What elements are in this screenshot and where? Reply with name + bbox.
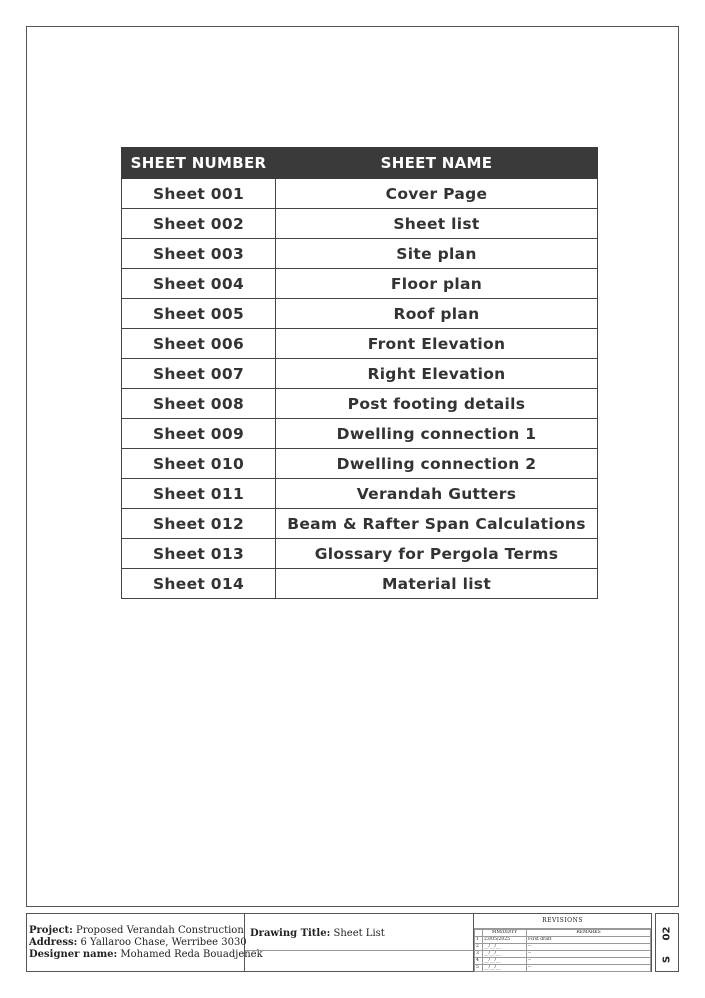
sheet-name-cell: Dwelling connection 2 — [276, 449, 598, 479]
revision-num-cell: 1 — [475, 937, 483, 944]
sheet-number-cell: Sheet 013 — [122, 539, 276, 569]
revision-date-cell: __/__/__ — [483, 965, 527, 972]
project-value: Proposed Verandah Construction — [76, 925, 244, 936]
table-row — [122, 239, 598, 269]
rev-col-num — [475, 930, 483, 937]
revision-num-cell: 3 — [475, 951, 483, 958]
sheet-name-cell: Cover Page — [276, 179, 598, 209]
revision-row — [475, 951, 651, 958]
sheet-number-cell: Sheet 008 — [122, 389, 276, 419]
revision-remarks-cell: -- — [527, 944, 651, 951]
table-row — [122, 479, 598, 509]
revision-num-cell: 2 — [475, 944, 483, 951]
sheet-id-block — [655, 913, 679, 972]
sheet-name-cell: Right Elevation — [276, 359, 598, 389]
sheet-number-cell: Sheet 012 — [122, 509, 276, 539]
revisions-table — [474, 929, 651, 972]
sheet-number-cell: Sheet 002 — [122, 209, 276, 239]
revisions-body — [475, 937, 651, 972]
table-row — [122, 449, 598, 479]
sheet-name-cell: Roof plan — [276, 299, 598, 329]
table-row — [122, 329, 598, 359]
revision-date-cell: __/__/__ — [483, 958, 527, 965]
drawing-title-value: Sheet List — [333, 928, 385, 939]
designer-value: Mohamed Reda Bouadjenek — [120, 949, 263, 960]
sheet-number-cell: Sheet 006 — [122, 329, 276, 359]
revision-remarks-cell: -- — [527, 958, 651, 965]
revision-row — [475, 937, 651, 944]
revision-remarks-cell: -- — [527, 951, 651, 958]
sheet-name-cell: Beam & Rafter Span Calculations — [276, 509, 598, 539]
sheet-number-cell: Sheet 014 — [122, 569, 276, 599]
table-row — [122, 419, 598, 449]
table-row — [122, 299, 598, 329]
sheet-number-cell: Sheet 011 — [122, 479, 276, 509]
sheet-name-cell: Floor plan — [276, 269, 598, 299]
project-label: Project: — [29, 925, 73, 936]
sheet-name-cell: Glossary for Pergola Terms — [276, 539, 598, 569]
revision-num-cell: 5 — [475, 965, 483, 972]
table-row — [122, 179, 598, 209]
header-sheet-number: SHEET NUMBER — [122, 148, 276, 179]
drawing-title-label: Drawing Title: — [250, 928, 331, 939]
sheet-name-cell: Site plan — [276, 239, 598, 269]
revision-num-cell: 4 — [475, 958, 483, 965]
revision-date-cell: 23/05/2025 — [483, 937, 527, 944]
sheet-name-cell: Dwelling connection 1 — [276, 419, 598, 449]
revision-row — [475, 958, 651, 965]
table-row — [122, 269, 598, 299]
sheet-name-cell: Material list — [276, 569, 598, 599]
sheet-name-cell: Verandah Gutters — [276, 479, 598, 509]
sheet-name-cell: Post footing details — [276, 389, 598, 419]
sheet-number-cell: Sheet 001 — [122, 179, 276, 209]
sheet-number-cell: Sheet 005 — [122, 299, 276, 329]
header-sheet-name: SHEET NAME — [276, 148, 598, 179]
address-value: 6 Yallaroo Chase, Werribee 3030 — [80, 937, 247, 948]
table-row — [122, 389, 598, 419]
revision-row — [475, 965, 651, 972]
table-row — [122, 569, 598, 599]
sheet-number-cell: Sheet 010 — [122, 449, 276, 479]
revision-remarks-cell: -- — [527, 965, 651, 972]
table-header-row — [122, 148, 598, 179]
table-row — [122, 539, 598, 569]
title-block — [26, 913, 652, 972]
revisions-title: REVISIONS — [474, 914, 651, 929]
sheet-number: 02 — [661, 926, 673, 941]
sheet-list-body — [122, 179, 598, 599]
sheet-series: S — [661, 955, 673, 964]
table-row — [122, 359, 598, 389]
sheet-number-cell: Sheet 009 — [122, 419, 276, 449]
address-label: Address: — [29, 937, 78, 948]
sheet-name-cell: Sheet list — [276, 209, 598, 239]
revision-row — [475, 944, 651, 951]
rev-col-date: MM/DD/YY — [483, 930, 527, 937]
sheet-name-cell: Front Elevation — [276, 329, 598, 359]
sheet-number-cell: Sheet 004 — [122, 269, 276, 299]
sheet-number-cell: Sheet 007 — [122, 359, 276, 389]
rev-col-remarks: REMARKS — [527, 930, 651, 937]
table-row — [122, 209, 598, 239]
project-info — [27, 914, 263, 971]
designer-label: Designer name: — [29, 949, 118, 960]
sheet-list-table — [121, 147, 598, 599]
revision-date-cell: __/__/__ — [483, 944, 527, 951]
sheet-number-cell: Sheet 003 — [122, 239, 276, 269]
revision-date-cell: __/__/__ — [483, 951, 527, 958]
revision-remarks-cell: First draft — [527, 937, 651, 944]
revisions-block — [474, 914, 651, 971]
drawing-title-cell — [245, 914, 474, 971]
table-row — [122, 509, 598, 539]
